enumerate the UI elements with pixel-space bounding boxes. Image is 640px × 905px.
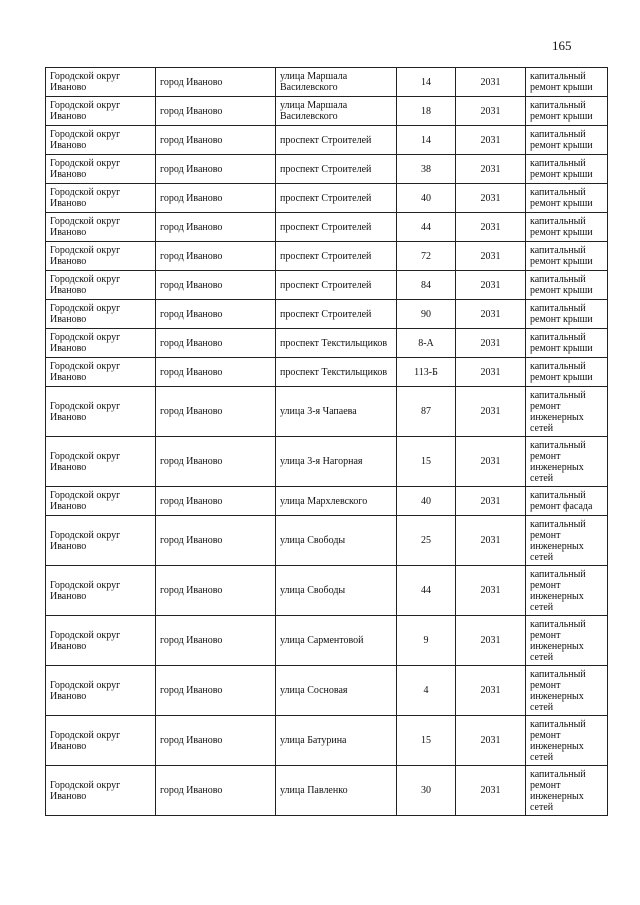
district-cell: Городской округ Иваново bbox=[46, 97, 156, 126]
district-cell: Городской округ Иваново bbox=[46, 387, 156, 437]
table-row bbox=[46, 242, 608, 271]
city-cell: город Иваново bbox=[156, 329, 276, 358]
year-cell: 2031 bbox=[456, 184, 526, 213]
street-cell: улица Свободы bbox=[276, 566, 397, 616]
work-type-cell: капитальный ремонт крыши bbox=[526, 155, 608, 184]
city-cell: город Иваново bbox=[156, 666, 276, 716]
district-cell: Городской округ Иваново bbox=[46, 358, 156, 387]
table-row bbox=[46, 766, 608, 816]
city-cell: город Иваново bbox=[156, 155, 276, 184]
district-cell: Городской округ Иваново bbox=[46, 68, 156, 97]
district-cell: Городской округ Иваново bbox=[46, 766, 156, 816]
street-cell: улица Батурина bbox=[276, 716, 397, 766]
year-cell: 2031 bbox=[456, 437, 526, 487]
work-type-cell: капитальный ремонт фасада bbox=[526, 487, 608, 516]
work-type-cell: капитальный ремонт инженерных сетей bbox=[526, 516, 608, 566]
work-type-cell: капитальный ремонт крыши bbox=[526, 213, 608, 242]
street-cell: проспект Строителей bbox=[276, 300, 397, 329]
work-type-cell: капитальный ремонт крыши bbox=[526, 68, 608, 97]
work-type-cell: капитальный ремонт крыши bbox=[526, 329, 608, 358]
table-row bbox=[46, 666, 608, 716]
house-number-cell: 44 bbox=[397, 213, 456, 242]
street-cell: проспект Строителей bbox=[276, 213, 397, 242]
district-cell: Городской округ Иваново bbox=[46, 616, 156, 666]
house-number-cell: 84 bbox=[397, 271, 456, 300]
city-cell: город Иваново bbox=[156, 766, 276, 816]
house-number-cell: 87 bbox=[397, 387, 456, 437]
city-cell: город Иваново bbox=[156, 387, 276, 437]
city-cell: город Иваново bbox=[156, 358, 276, 387]
table-row bbox=[46, 329, 608, 358]
year-cell: 2031 bbox=[456, 300, 526, 329]
city-cell: город Иваново bbox=[156, 126, 276, 155]
work-type-cell: капитальный ремонт крыши bbox=[526, 271, 608, 300]
district-cell: Городской округ Иваново bbox=[46, 213, 156, 242]
street-cell: улица Маршала Василевского bbox=[276, 68, 397, 97]
district-cell: Городской округ Иваново bbox=[46, 300, 156, 329]
year-cell: 2031 bbox=[456, 155, 526, 184]
district-cell: Городской округ Иваново bbox=[46, 487, 156, 516]
house-number-cell: 15 bbox=[397, 716, 456, 766]
street-cell: проспект Строителей bbox=[276, 155, 397, 184]
work-type-cell: капитальный ремонт инженерных сетей bbox=[526, 437, 608, 487]
work-type-cell: капитальный ремонт инженерных сетей bbox=[526, 716, 608, 766]
city-cell: город Иваново bbox=[156, 97, 276, 126]
year-cell: 2031 bbox=[456, 126, 526, 155]
work-type-cell: капитальный ремонт инженерных сетей bbox=[526, 666, 608, 716]
street-cell: улица Сосновая bbox=[276, 666, 397, 716]
house-number-cell: 40 bbox=[397, 184, 456, 213]
year-cell: 2031 bbox=[456, 271, 526, 300]
table-row bbox=[46, 487, 608, 516]
city-cell: город Иваново bbox=[156, 242, 276, 271]
work-type-cell: капитальный ремонт крыши bbox=[526, 300, 608, 329]
street-cell: проспект Строителей bbox=[276, 271, 397, 300]
year-cell: 2031 bbox=[456, 766, 526, 816]
district-cell: Городской округ Иваново bbox=[46, 566, 156, 616]
table-row bbox=[46, 126, 608, 155]
table-row bbox=[46, 437, 608, 487]
year-cell: 2031 bbox=[456, 97, 526, 126]
year-cell: 2031 bbox=[456, 329, 526, 358]
work-type-cell: капитальный ремонт крыши bbox=[526, 97, 608, 126]
work-type-cell: капитальный ремонт инженерных сетей bbox=[526, 387, 608, 437]
year-cell: 2031 bbox=[456, 616, 526, 666]
registry-table bbox=[45, 67, 608, 816]
district-cell: Городской округ Иваново bbox=[46, 126, 156, 155]
table-row bbox=[46, 155, 608, 184]
work-type-cell: капитальный ремонт крыши bbox=[526, 242, 608, 271]
table-row bbox=[46, 271, 608, 300]
house-number-cell: 8-А bbox=[397, 329, 456, 358]
house-number-cell: 44 bbox=[397, 566, 456, 616]
district-cell: Городской округ Иваново bbox=[46, 437, 156, 487]
city-cell: город Иваново bbox=[156, 487, 276, 516]
house-number-cell: 72 bbox=[397, 242, 456, 271]
city-cell: город Иваново bbox=[156, 516, 276, 566]
work-type-cell: капитальный ремонт крыши bbox=[526, 358, 608, 387]
work-type-cell: капитальный ремонт инженерных сетей bbox=[526, 616, 608, 666]
page-number: 165 bbox=[552, 38, 572, 53]
year-cell: 2031 bbox=[456, 387, 526, 437]
city-cell: город Иваново bbox=[156, 716, 276, 766]
house-number-cell: 40 bbox=[397, 487, 456, 516]
work-type-cell: капитальный ремонт крыши bbox=[526, 184, 608, 213]
district-cell: Городской округ Иваново bbox=[46, 666, 156, 716]
house-number-cell: 30 bbox=[397, 766, 456, 816]
street-cell: улица Павленко bbox=[276, 766, 397, 816]
city-cell: город Иваново bbox=[156, 68, 276, 97]
house-number-cell: 4 bbox=[397, 666, 456, 716]
house-number-cell: 14 bbox=[397, 126, 456, 155]
street-cell: проспект Строителей bbox=[276, 242, 397, 271]
district-cell: Городской округ Иваново bbox=[46, 271, 156, 300]
year-cell: 2031 bbox=[456, 666, 526, 716]
work-type-cell: капитальный ремонт инженерных сетей bbox=[526, 766, 608, 816]
house-number-cell: 113-Б bbox=[397, 358, 456, 387]
street-cell: проспект Текстильщиков bbox=[276, 358, 397, 387]
table-row bbox=[46, 566, 608, 616]
year-cell: 2031 bbox=[456, 566, 526, 616]
year-cell: 2031 bbox=[456, 68, 526, 97]
district-cell: Городской округ Иваново bbox=[46, 329, 156, 358]
district-cell: Городской округ Иваново bbox=[46, 184, 156, 213]
street-cell: проспект Строителей bbox=[276, 184, 397, 213]
year-cell: 2031 bbox=[456, 487, 526, 516]
table-row bbox=[46, 300, 608, 329]
street-cell: улица 3-я Нагорная bbox=[276, 437, 397, 487]
street-cell: проспект Текстильщиков bbox=[276, 329, 397, 358]
house-number-cell: 25 bbox=[397, 516, 456, 566]
street-cell: улица Маршала Василевского bbox=[276, 97, 397, 126]
street-cell: улица Сарментовой bbox=[276, 616, 397, 666]
year-cell: 2031 bbox=[456, 242, 526, 271]
table-row bbox=[46, 387, 608, 437]
table-row bbox=[46, 358, 608, 387]
street-cell: улица Свободы bbox=[276, 516, 397, 566]
table-row bbox=[46, 213, 608, 242]
street-cell: улица Мархлевского bbox=[276, 487, 397, 516]
house-number-cell: 15 bbox=[397, 437, 456, 487]
district-cell: Городской округ Иваново bbox=[46, 242, 156, 271]
house-number-cell: 90 bbox=[397, 300, 456, 329]
table-row bbox=[46, 716, 608, 766]
city-cell: город Иваново bbox=[156, 616, 276, 666]
table-row bbox=[46, 516, 608, 566]
district-cell: Городской округ Иваново bbox=[46, 716, 156, 766]
year-cell: 2031 bbox=[456, 213, 526, 242]
work-type-cell: капитальный ремонт крыши bbox=[526, 126, 608, 155]
house-number-cell: 9 bbox=[397, 616, 456, 666]
city-cell: город Иваново bbox=[156, 213, 276, 242]
table-row bbox=[46, 68, 608, 97]
city-cell: город Иваново bbox=[156, 271, 276, 300]
work-type-cell: капитальный ремонт инженерных сетей bbox=[526, 566, 608, 616]
year-cell: 2031 bbox=[456, 516, 526, 566]
registry-table-body bbox=[46, 68, 608, 816]
house-number-cell: 14 bbox=[397, 68, 456, 97]
district-cell: Городской округ Иваново bbox=[46, 516, 156, 566]
city-cell: город Иваново bbox=[156, 300, 276, 329]
table-row bbox=[46, 97, 608, 126]
table-row bbox=[46, 616, 608, 666]
year-cell: 2031 bbox=[456, 358, 526, 387]
district-cell: Городской округ Иваново bbox=[46, 155, 156, 184]
house-number-cell: 18 bbox=[397, 97, 456, 126]
street-cell: проспект Строителей bbox=[276, 126, 397, 155]
street-cell: улица 3-я Чапаева bbox=[276, 387, 397, 437]
year-cell: 2031 bbox=[456, 716, 526, 766]
house-number-cell: 38 bbox=[397, 155, 456, 184]
city-cell: город Иваново bbox=[156, 566, 276, 616]
table-row bbox=[46, 184, 608, 213]
city-cell: город Иваново bbox=[156, 437, 276, 487]
city-cell: город Иваново bbox=[156, 184, 276, 213]
